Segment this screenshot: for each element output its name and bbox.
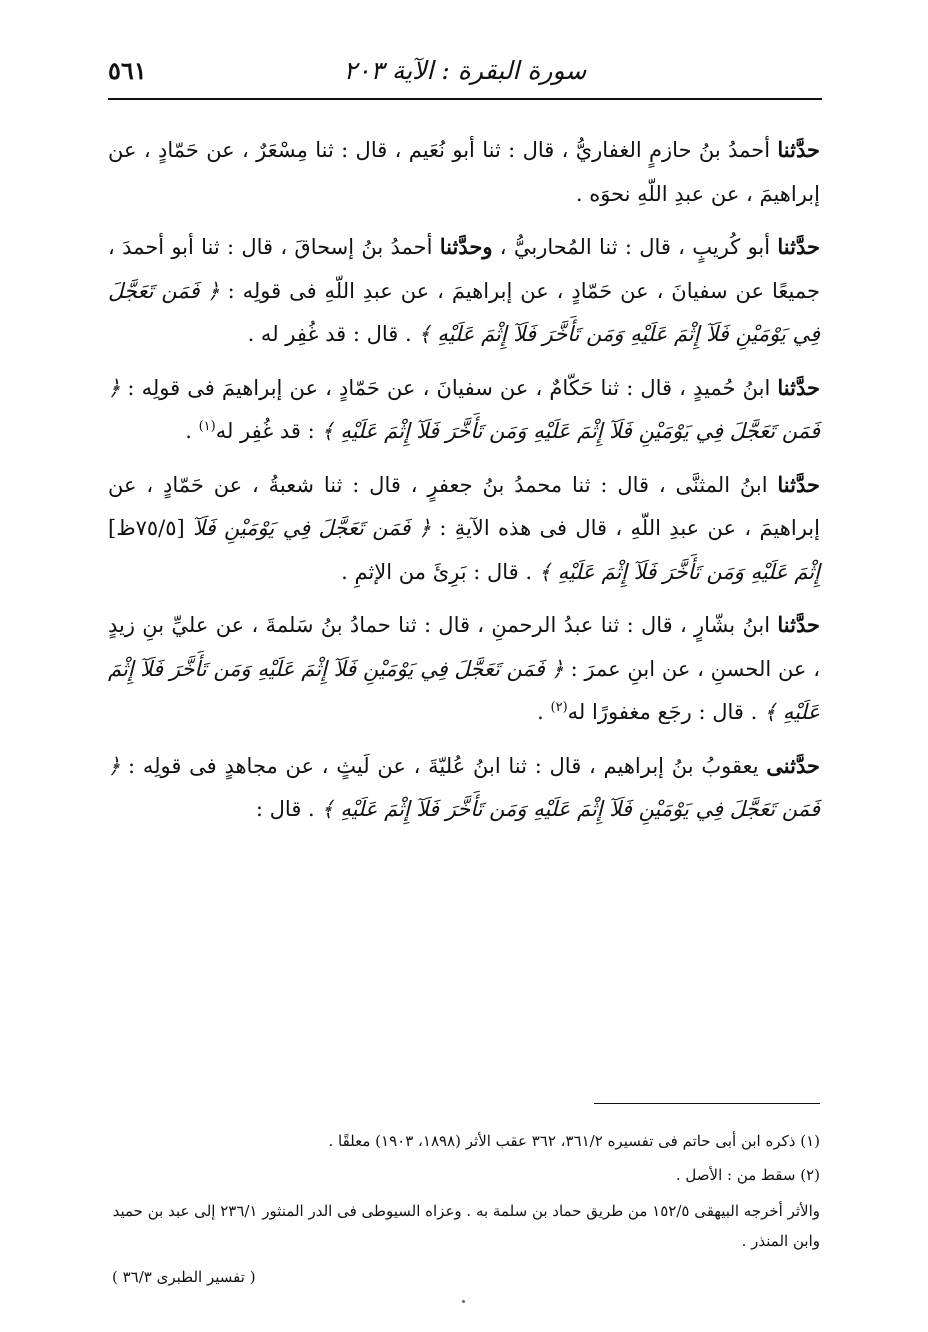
narration-text: أبو كُريبٍ ، قال : ثنا المُحاربيُّ ، bbox=[492, 235, 778, 259]
narration-text: ابنُ بشّارٍ ، قال : ثنا عبدُ الرحمنِ ، قال : ثنا حمادُ بنُ سَلمةَ ، عن عليِّ بنِ زيدٍ ، عن الحسنِ ، عن ابنِ عمرَ : bbox=[108, 613, 820, 681]
narration-lead: حدَّثنا bbox=[777, 612, 820, 637]
narration-text: ابنُ حُميدٍ ، قال : ثنا حَكّامٌ ، عن سفيانَ ، عن حَمّادٍ ، عن إبراهيمَ فى قولِه : bbox=[120, 375, 778, 400]
narration-text: يعقوبُ بنُ إبراهيم ، قال : ثنا ابنُ عُليّةَ ، عن لَيثٍ ، عن مجاهدٍ فى قولِه : bbox=[120, 753, 767, 778]
manuscript-reference: [٧٥/٥ظ] bbox=[108, 516, 194, 540]
footnote-divider bbox=[594, 1103, 820, 1104]
narration-lead-2: وحدَّثنا bbox=[439, 234, 493, 259]
narration-lead: حدَّثنا bbox=[777, 471, 820, 497]
quran-verse: ﴿ فَمَن تَعَجَّلَ فِي يَوْمَيْنِ فَلَآ bbox=[193, 516, 432, 540]
hadith-paragraph-1 bbox=[108, 128, 820, 216]
narration-text: أحمدُ بنُ إسحاقَ ، قال : ثنا أبو أحمدَ ، جميعًا عن سفيانَ ، عن حَمّادٍ ، عن إبراهيمَ ، عن عبدِ اللّهِ فى قولِه : bbox=[108, 235, 820, 303]
narration-lead: حدَّثنى bbox=[766, 752, 820, 778]
hadith-paragraph-2 bbox=[108, 225, 820, 357]
hadith-paragraph-3 bbox=[108, 366, 820, 454]
narration-lead: حدَّثنا bbox=[777, 234, 820, 259]
book-reference: ( تفسير الطبرى ٣٦/٣ ) bbox=[112, 1268, 256, 1286]
quran-verse: ﴿ فَمَن تَعَجَّلَ فِي يَوْمَيْنِ فَلَآ إِثْمَ عَلَيْهِ وَمَن تَأَخَّرَ فَلَآ إِثْمَ عَلَيْهِ ﴾ bbox=[108, 656, 820, 724]
footnotes bbox=[108, 1124, 820, 1256]
quran-verse: ﴿ فَمَن تَعَجَّلَ فِي يَوْمَيْنِ فَلَآ إِثْمَ عَلَيْهِ وَمَن تَأَخَّرَ فَلَآ إِثْمَ عَلَيْهِ ﴾ bbox=[108, 375, 820, 443]
footnote-1: (١) ذكره ابن أبى حاتم فى تفسيره ٣٦١/٢، ٣٦٢ عقب الأثر (١٨٩٨، ١٩٠٣) معلقًا . bbox=[328, 1132, 820, 1150]
footnote-marker[interactable]: (١) bbox=[198, 419, 216, 434]
main-text bbox=[108, 128, 820, 841]
footnote-2-continued: والأثر أخرجه البيهقى ١٥٢/٥ من طريق حماد بن سلمة به . وعزاه السيوطى فى الدر المنثور ٢٣٦/١ إلى عبد بن حميد وابن المنذر . bbox=[112, 1202, 820, 1250]
narration-text: . قال : bbox=[255, 797, 322, 821]
quran-verse: ﴿ فَمَن تَعَجَّلَ فِي يَوْمَيْنِ فَلَآ إِثْمَ عَلَيْهِ وَمَن تَأَخَّرَ فَلَآ إِثْمَ عَلَيْهِ ﴾ bbox=[108, 278, 820, 346]
narration-text: ابنُ المثنَّى ، قال : ثنا محمدُ بنُ جعفرٍ ، قال : ثنا شعبةُ ، عن حَمّادٍ ، عن إبراهيمَ ، عن عبدِ اللّهِ ، قال فى هذه الآيةِ : bbox=[108, 472, 820, 540]
hadith-paragraph-4 bbox=[108, 463, 820, 595]
narration-text: . قال : قد غُفِر له . bbox=[247, 322, 419, 346]
quran-verse: ﴿ فَمَن تَعَجَّلَ فِي يَوْمَيْنِ فَلَآ إِثْمَ عَلَيْهِ وَمَن تَأَخَّرَ فَلَآ إِثْمَ عَلَيْهِ ﴾ bbox=[108, 753, 820, 821]
narration-text: . قال : رجَع مغفورًا له bbox=[567, 700, 764, 724]
footnote-marker[interactable]: (٢) bbox=[550, 700, 568, 715]
hadith-paragraph-6 bbox=[108, 744, 820, 832]
header-divider bbox=[108, 98, 822, 100]
page-header bbox=[108, 52, 822, 92]
hadith-paragraph-5 bbox=[108, 603, 820, 735]
quran-verse: إِثْمَ عَلَيْهِ وَمَن تَأَخَّرَ فَلَآ إِثْمَ عَلَيْهِ ﴾ bbox=[538, 559, 820, 584]
narration-text: . قال : بَرِئَ من الإثمِ . bbox=[341, 559, 539, 584]
narration-lead: حدَّثنا bbox=[777, 137, 820, 162]
surah-title: سورة البقرة : الآية ٢٠٣ bbox=[343, 56, 587, 85]
narration-lead: حدَّثنا bbox=[777, 374, 820, 400]
narration-text: : قد غُفِر له bbox=[215, 419, 322, 443]
narration-text: . bbox=[185, 419, 199, 443]
footnote-2: (٢) سقط من : الأصل . bbox=[675, 1166, 820, 1184]
narration-text: أحمدُ بنُ حازمٍ الغفاريُّ ، قال : ثنا أبو نُعَيم ، قال : ثنا مِسْعَرٌ ، عن حَمّادٍ ، عن إبراهيمَ ، عن عبدِ اللّهِ نحوَه . bbox=[108, 138, 820, 206]
narration-text: . bbox=[537, 700, 551, 724]
page-mark bbox=[462, 1300, 465, 1303]
page-number: ٥٦١ bbox=[108, 56, 147, 85]
